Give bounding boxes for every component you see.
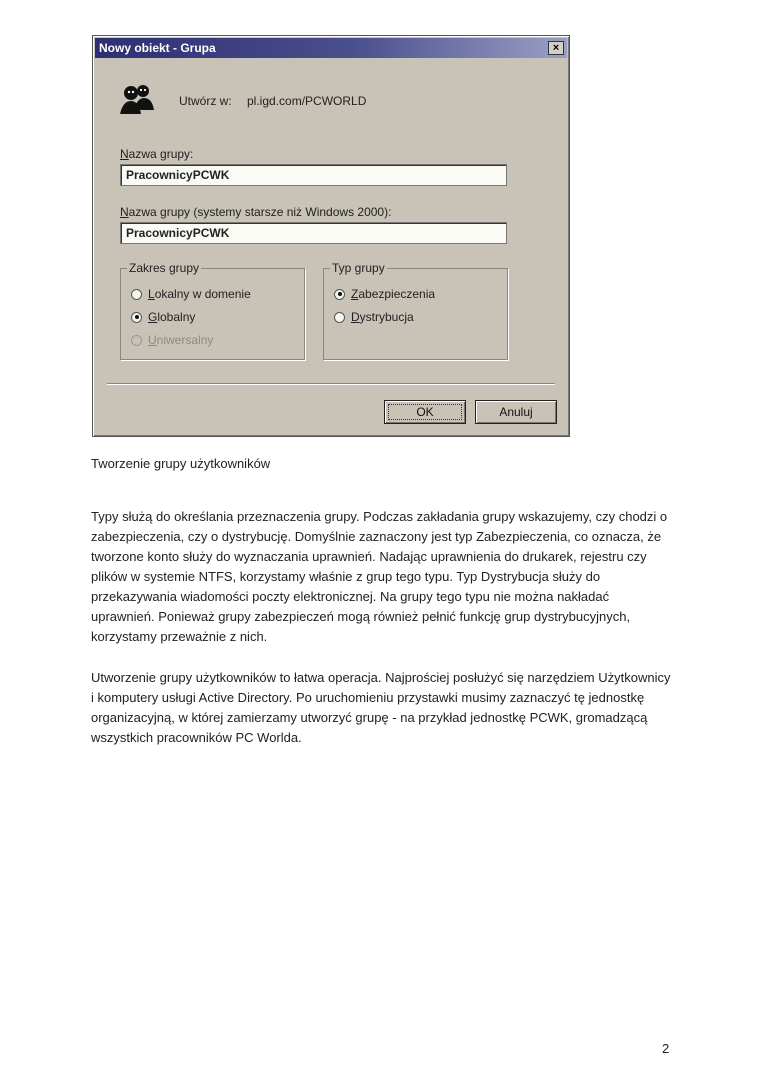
group-name-input[interactable]: PracownicyPCWK [120,164,507,186]
create-in-path: pl.igd.com/PCWORLD [247,94,367,108]
type-security-radio[interactable]: Z abezpieczenia [334,287,435,301]
scope-universal-radio: U niwersalny [131,333,213,347]
radio-checked-icon [334,289,345,300]
screenshot-dialog-new-group [92,35,570,437]
radio-icon [334,312,345,323]
radio-icon [131,335,142,346]
group-name-label: Nazwa grupy: [120,147,194,161]
cancel-button[interactable]: Anuluj [475,400,557,424]
figure-caption: Tworzenie grupy użytkowników [91,456,271,471]
paragraph-types: Typy służą do określania przeznaczenia grupy. Podczas zakładania grupy wskazujemy, czy chodzi o zabezpieczenia, czy o dystrybucję. Domyślnie zaznaczony jest typ Zabezpieczenia, co oznacza, że tworzone konto służy do wyznaczania uprawnień. Nadając uprawnienia do drukarek, rejestru czy plików w systemie NTFS, korzystamy właśnie z grup tego typu. Typ Dystrybucja służy do przekazywania wiadomości poczty elektronicznej. Na grupy tego typu nie można nakładać uprawnień. Ponieważ grupy zabezpieczeń mogą również pełnić funkcję grup dystrybucyjnych, korzystamy przeważnie z nich. [91,509,668,644]
close-button[interactable]: × [548,41,564,55]
group-type-box [323,261,508,360]
group-scope-box [120,261,305,360]
type-distribution-radio[interactable]: D ystrybucja [334,310,414,324]
scope-global-radio[interactable]: G lobalny [131,310,195,324]
ok-button[interactable]: OK [384,400,466,424]
users-group-icon [117,80,157,120]
dialog-title: Nowy obiekt - Grupa [99,41,216,55]
legacy-group-name-input[interactable]: PracownicyPCWK [120,222,507,244]
group-scope-title: Zakres grupy [129,261,200,275]
radio-checked-icon [131,312,142,323]
page-number: 2 [662,1041,670,1056]
scope-domain-local-radio[interactable]: L okalny w domenie [131,287,251,301]
paragraph-creating-group: Utworzenie grupy użytkowników to łatwa operacja. Najprościej posłużyć się narzędziem Użytkownicy i komputery usługi Active Directory. Po uruchomieniu przystawki musimy zaznaczyć tę jednostkę organizacyjną, w której zamierzamy utworzyć grupę - na przykład jednostkę PCWK, gromadzącą wszystkich pracowników PC Worlda. [91,670,671,745]
create-in-label: Utwórz w: [179,94,232,108]
group-type-title: Typ grupy [332,261,385,275]
dialog-separator [107,383,555,385]
dialog-titlebar [95,38,567,58]
legacy-group-name-label: Nazwa grupy (systemy starsze niż Windows 2000): [120,205,392,219]
radio-icon [131,289,142,300]
